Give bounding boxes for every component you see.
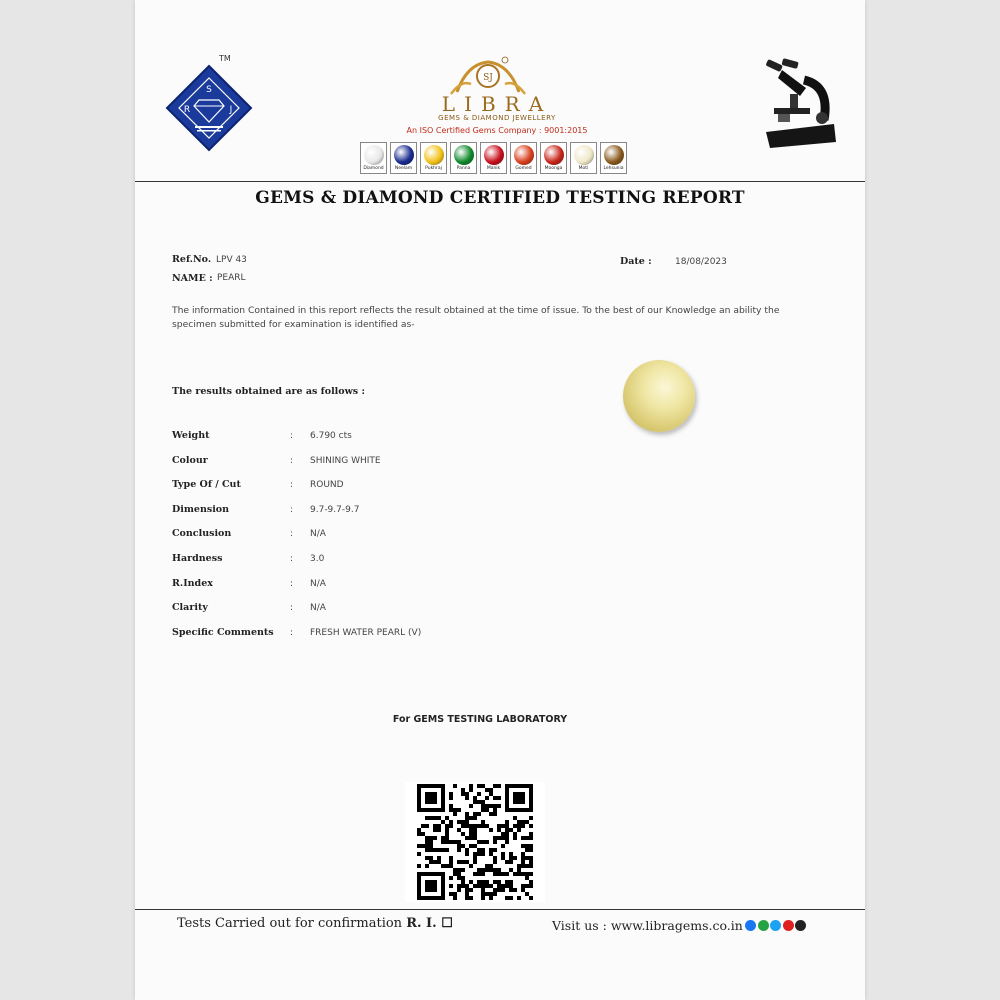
gem-tile-neelam (390, 142, 417, 174)
gem-tile-pukhraj (420, 142, 447, 174)
date-label: Date : (620, 256, 652, 267)
gem-icon (514, 145, 534, 165)
property-value: N/A (310, 529, 326, 540)
gem-strip (360, 142, 627, 174)
property-value: N/A (310, 578, 326, 589)
brand-name: LIBRA (441, 92, 553, 116)
brand-subtitle: GEMS & DIAMOND JEWELLERY (438, 114, 556, 122)
website-link[interactable]: Visit us : www.libragems.co.in (552, 918, 743, 933)
property-label: Clarity (172, 602, 208, 614)
gem-label: Neelam (394, 166, 413, 171)
property-label: Weight (172, 430, 210, 441)
gem-tile-gomed (510, 142, 537, 174)
trademark-mark: TM (219, 54, 231, 63)
twitter-icon[interactable] (770, 920, 781, 931)
gem-label: Panna (456, 166, 471, 171)
ref-value: LPV 43 (216, 255, 247, 265)
property-value: 9.7-9.7-9.7 (310, 504, 360, 515)
property-row-rindex (172, 578, 592, 603)
srj-letter-s: S (206, 85, 212, 95)
gem-label: Pukhraj (425, 166, 442, 171)
svg-text:SJ: SJ (483, 73, 493, 83)
properties-table (172, 430, 592, 651)
gem-tile-moti (570, 142, 597, 174)
property-row-specific-comments (172, 627, 592, 652)
property-colon: : (290, 431, 294, 441)
property-colon: : (290, 529, 294, 540)
property-value: FRESH WATER PEARL (V) (310, 627, 422, 638)
property-colon: : (290, 553, 294, 564)
results-heading: The results obtained are as follows : (172, 386, 365, 397)
gem-label: Lehsunia (603, 166, 624, 171)
property-value: ROUND (310, 480, 344, 491)
srj-letter-r: R (183, 105, 191, 115)
gem-icon (604, 145, 624, 165)
gem-tile-moonga (540, 142, 567, 174)
date-value: 18/08/2023 (675, 257, 727, 267)
lab-signature-line: For GEMS TESTING LABORATORY (392, 714, 568, 725)
property-colon: : (290, 455, 294, 466)
property-label: Conclusion (172, 528, 232, 540)
gem-tile-panna (450, 142, 477, 174)
property-label: Type Of / Cut (172, 479, 241, 491)
property-label: Colour (172, 454, 208, 466)
property-colon: : (290, 578, 294, 589)
tests-footnote (177, 916, 453, 931)
youtube-icon[interactable] (783, 920, 794, 931)
gem-icon (394, 145, 414, 165)
gem-label: Gomed (515, 166, 532, 171)
facebook-icon[interactable] (745, 920, 756, 931)
property-row-colour (172, 455, 592, 480)
srj-logo-icon (165, 64, 253, 152)
name-label: NAME : (172, 273, 213, 284)
visit-footer (552, 918, 806, 933)
footer-divider (135, 909, 865, 910)
property-colon: : (290, 603, 294, 614)
gem-tile-manik (480, 142, 507, 174)
tests-mark: R. I. ☐ (406, 916, 453, 931)
iso-text: An ISO Certified Gems Company : 9001:2015 (406, 126, 588, 135)
gem-label: Manik (486, 166, 501, 171)
property-row-conclusion (172, 528, 592, 553)
name-value: PEARL (217, 273, 246, 283)
microscope-icon (760, 58, 840, 150)
social-icons (744, 920, 807, 931)
property-value: 6.790 cts (310, 431, 352, 441)
property-value: N/A (310, 603, 326, 614)
pearl-photo (623, 360, 695, 432)
header-divider (135, 181, 865, 182)
gem-icon (574, 145, 594, 165)
srj-letter-j: J (229, 105, 233, 115)
property-colon: : (290, 480, 294, 491)
gem-label: Moti (578, 166, 589, 171)
property-label: R.Index (172, 577, 213, 589)
property-label: Dimension (172, 503, 230, 515)
intro-paragraph: The information Contained in this report reflects the result obtained at the time of issue. To the best of our Knowledge an ability the specimen submitted for examination is identified as- (172, 305, 780, 330)
property-row-hardness (172, 553, 592, 578)
property-row-type-cut (172, 479, 592, 504)
tests-text: Tests Carried out for confirmation (177, 916, 403, 931)
gem-icon (454, 145, 474, 165)
qr-code-icon[interactable] (405, 782, 545, 902)
gem-icon (364, 145, 384, 165)
gem-tile-diamond (360, 142, 387, 174)
certificate-page (135, 0, 865, 1000)
property-row-dimension (172, 504, 592, 529)
gem-icon (484, 145, 504, 165)
whatsapp-icon[interactable] (758, 920, 769, 931)
property-row-clarity (172, 602, 592, 627)
gem-icon (424, 145, 444, 165)
instagram-icon[interactable] (795, 920, 806, 931)
gem-tile-lehsunia (600, 142, 627, 174)
gem-label: Diamond (363, 166, 384, 171)
gem-icon (544, 145, 564, 165)
property-value: 3.0 (310, 553, 325, 564)
property-colon: : (290, 627, 294, 638)
property-label: Specific Comments (172, 626, 274, 638)
property-label: Hardness (172, 552, 223, 564)
property-colon: : (290, 504, 294, 515)
report-title: GEMS & DIAMOND CERTIFIED TESTING REPORT (255, 188, 745, 208)
gem-label: Moonga (544, 166, 563, 171)
property-value: SHINING WHITE (310, 455, 381, 466)
ref-label: Ref.No. (172, 254, 212, 265)
property-row-weight (172, 430, 592, 455)
